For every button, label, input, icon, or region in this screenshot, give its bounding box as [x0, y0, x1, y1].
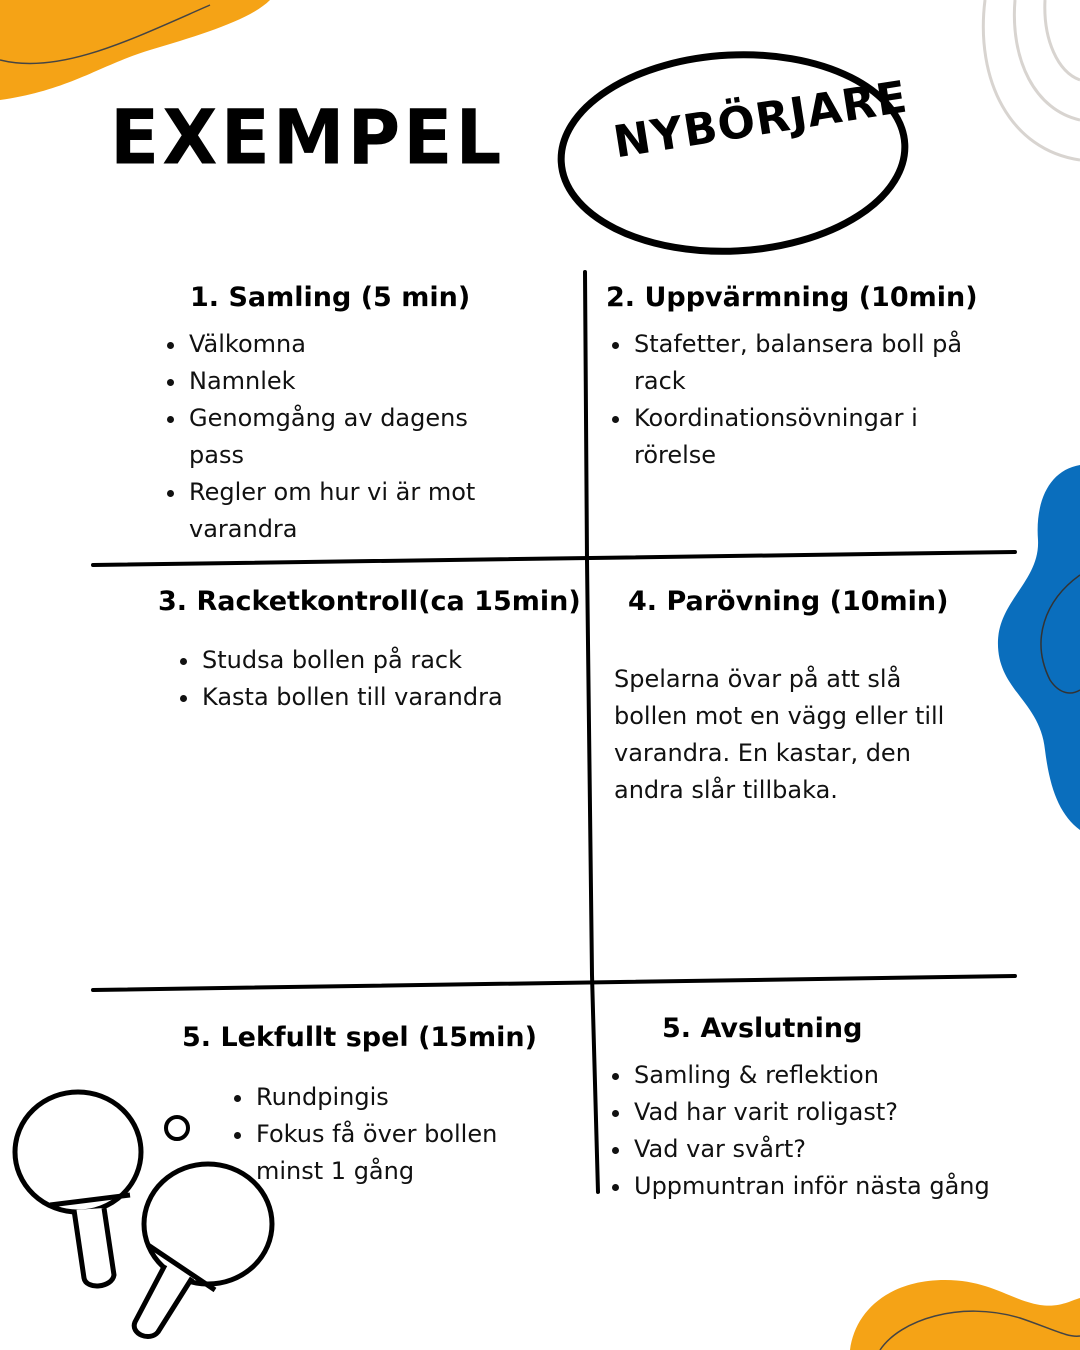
section-heading-uppvarmning: 2. Uppvärmning (10min) — [606, 282, 978, 313]
ping-pong-ball-icon — [166, 1117, 188, 1139]
list-item: Uppmuntran inför nästa gång — [634, 1168, 1044, 1205]
list-item: Rundpingis — [256, 1079, 546, 1116]
list-item: Namnlek — [189, 363, 519, 400]
list-item: Genomgång av dagens pass — [189, 400, 519, 474]
concentric-arcs-top-right — [983, 0, 1080, 160]
section-heading-parovning: 4. Parövning (10min) — [628, 586, 949, 617]
section-heading-samling: 1. Samling (5 min) — [190, 282, 471, 313]
list-item: Stafetter, balansera boll på rack — [634, 326, 994, 400]
blue-blob-right — [998, 465, 1080, 830]
section-list-avslutning — [612, 1057, 1044, 1205]
orange-blob-top-left — [0, 0, 270, 100]
section-heading-avslutning: 5. Avslutning — [662, 1013, 863, 1044]
section-list-samling — [167, 326, 519, 548]
section-list-lekfullt-spel — [234, 1079, 546, 1190]
page-title: EXEMPEL — [110, 92, 505, 182]
list-item: Regler om hur vi är mot varandra — [189, 474, 519, 548]
section-heading-lekfullt-spel: 5. Lekfullt spel (15min) — [182, 1022, 537, 1053]
level-badge: NYBÖRJARE — [610, 71, 912, 169]
list-item: Studsa bollen på rack — [202, 642, 582, 679]
list-item: Samling & reflektion — [634, 1057, 1044, 1094]
list-item: Kasta bollen till varandra — [202, 679, 582, 716]
list-item: Vad har varit roligast? — [634, 1094, 1044, 1131]
section-list-uppvarmning — [612, 326, 994, 474]
section-text-parovning: Spelarna övar på att slå bollen mot en vägg eller till varandra. En kastar, den andra slår tillbaka. — [614, 665, 945, 804]
list-item: Vad var svårt? — [634, 1131, 1044, 1168]
section-heading-racketkontroll: 3. Racketkontroll(ca 15min) — [158, 586, 581, 617]
section-list-racketkontroll — [180, 642, 582, 716]
list-item: Fokus få över bollen minst 1 gång — [256, 1116, 546, 1190]
orange-blob-bottom-right — [850, 1280, 1080, 1350]
list-item: Välkomna — [189, 326, 519, 363]
list-item: Koordinationsövningar i rörelse — [634, 400, 994, 474]
